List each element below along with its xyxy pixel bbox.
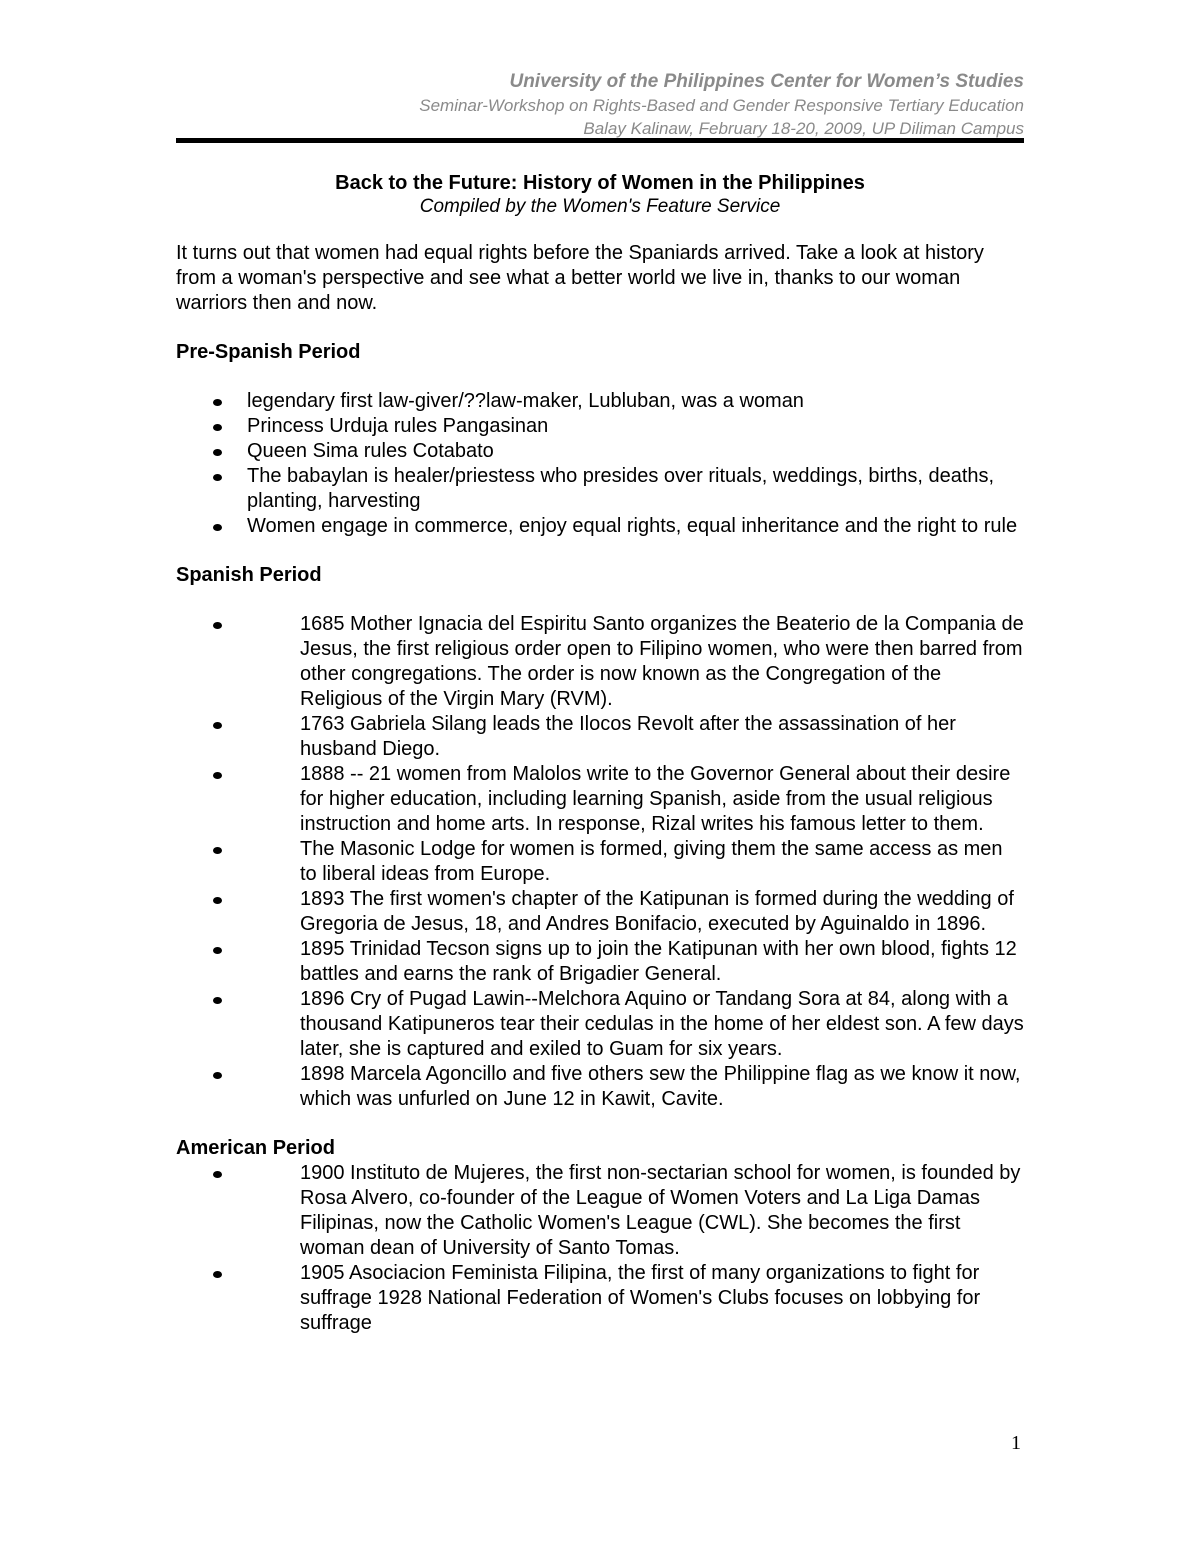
section-heading-american: American Period	[176, 1137, 335, 1159]
list-item-text: 1896 Cry of Pugad Lawin--Melchora Aquino or Tandang Sora at 84, along with a thousand Katipuneros tear their cedulas in the home of her eldest son. A few days later, she is captured and exiled to Guam for six years.	[300, 988, 1024, 1060]
intro-paragraph: It turns out that women had equal rights before the Spaniards arrived. Take a look at history from a woman's perspective and see what a better world we live in, thanks to our woman warriors then and now.	[176, 242, 984, 314]
bullet-icon	[213, 947, 222, 954]
list-item	[176, 464, 1024, 514]
list-item	[176, 762, 1024, 837]
list-item	[176, 514, 1024, 539]
list-item-text: 1905 Asociacion Feminista Filipina, the first of many organizations to fight for suffrage 1928 National Federation of Women's Clubs focuses on lobbying for suffrage	[300, 1262, 981, 1334]
list-item-text: 1900 Instituto de Mujeres, the first non-sectarian school for women, is founded by Rosa Alvero, co-founder of the League of Women Voters and La Liga Damas Filipinas, now the Catholic Women's League (CWL). She becomes the first woman dean of University of Santo Tomas.	[300, 1162, 1021, 1259]
bullet-icon	[213, 1271, 222, 1278]
bullet-icon	[213, 722, 222, 729]
list-item-text: Women engage in commerce, enjoy equal rights, equal inheritance and the right to rule	[247, 515, 1018, 537]
list-item-text: The babaylan is healer/priestess who presides over rituals, weddings, births, deaths, planting, harvesting	[247, 465, 995, 512]
bullet-icon	[213, 424, 222, 431]
list-item	[176, 612, 1024, 712]
document-header	[176, 70, 1024, 140]
bullet-icon	[213, 622, 222, 629]
list-item	[176, 389, 1024, 414]
bullet-icon	[213, 449, 222, 456]
list-item-text: 1888 -- 21 women from Malolos write to the Governor General about their desire for higher education, including learning Spanish, aside from the usual religious instruction and home arts. In response, Rizal writes his famous letter to them.	[300, 763, 1011, 835]
header-event: Seminar-Workshop on Rights-Based and Gender Responsive Tertiary Education	[419, 96, 1024, 115]
bullet-icon	[213, 474, 222, 481]
bullet-icon	[213, 847, 222, 854]
list-item-text: 1898 Marcela Agoncillo and five others sew the Philippine flag as we know it now, which was unfurled on June 12 in Kawit, Cavite.	[300, 1063, 1021, 1110]
list-item-text: 1685 Mother Ignacia del Espiritu Santo organizes the Beaterio de la Compania de Jesus, the first religious order open to Filipino women, who were then barred from other congregations. The order is now known as the Congregation of the Religious of the Virgin Mary (RVM).	[300, 613, 1024, 710]
header-organization: University of the Philippines Center for Women’s Studies	[509, 71, 1024, 92]
section-heading-pre-spanish: Pre-Spanish Period	[176, 341, 361, 363]
list-item-text: 1895 Trinidad Tecson signs up to join the Katipunan with her own blood, fights 12 battles and earns the rank of Brigadier General.	[300, 938, 1017, 985]
list-item	[176, 414, 1024, 439]
document-title: Back to the Future: History of Women in the Philippines	[335, 172, 865, 194]
bullet-icon	[213, 524, 222, 531]
list-item	[176, 1161, 1024, 1261]
list-item-text: Princess Urduja rules Pangasinan	[247, 415, 549, 437]
list-item	[176, 439, 1024, 464]
page-number: 1	[1011, 1432, 1021, 1454]
spanish-list	[176, 612, 1024, 1112]
list-item	[176, 987, 1024, 1062]
list-item	[176, 887, 1024, 937]
bullet-icon	[213, 772, 222, 779]
list-item-text: legendary first law-giver/??law-maker, Lubluban, was a woman	[247, 390, 804, 412]
list-item-text: Queen Sima rules Cotabato	[247, 440, 494, 462]
document-subtitle: Compiled by the Women's Feature Service	[419, 196, 781, 217]
pre-spanish-list	[176, 389, 1024, 539]
american-list	[176, 1161, 1024, 1336]
list-item-text: 1893 The first women's chapter of the Katipunan is formed during the wedding of Gregoria de Jesus, 18, and Andres Bonifacio, executed by Aguinaldo in 1896.	[300, 888, 1014, 935]
list-item-text: 1763 Gabriela Silang leads the Ilocos Revolt after the assassination of her husband Diego.	[300, 713, 956, 760]
section-heading-spanish: Spanish Period	[176, 564, 322, 586]
list-item-text: The Masonic Lodge for women is formed, giving them the same access as men to liberal ideas from Europe.	[300, 838, 1003, 885]
bullet-icon	[213, 399, 222, 406]
list-item	[176, 712, 1024, 762]
list-item	[176, 1062, 1024, 1112]
document-body	[176, 170, 1024, 1336]
list-item	[176, 837, 1024, 887]
list-item	[176, 1261, 1024, 1336]
header-rule	[176, 138, 1024, 143]
bullet-icon	[213, 1072, 222, 1079]
list-item	[176, 937, 1024, 987]
bullet-icon	[213, 897, 222, 904]
header-venue: Balay Kalinaw, February 18-20, 2009, UP Diliman Campus	[583, 119, 1024, 138]
bullet-icon	[213, 1171, 222, 1178]
bullet-icon	[213, 997, 222, 1004]
